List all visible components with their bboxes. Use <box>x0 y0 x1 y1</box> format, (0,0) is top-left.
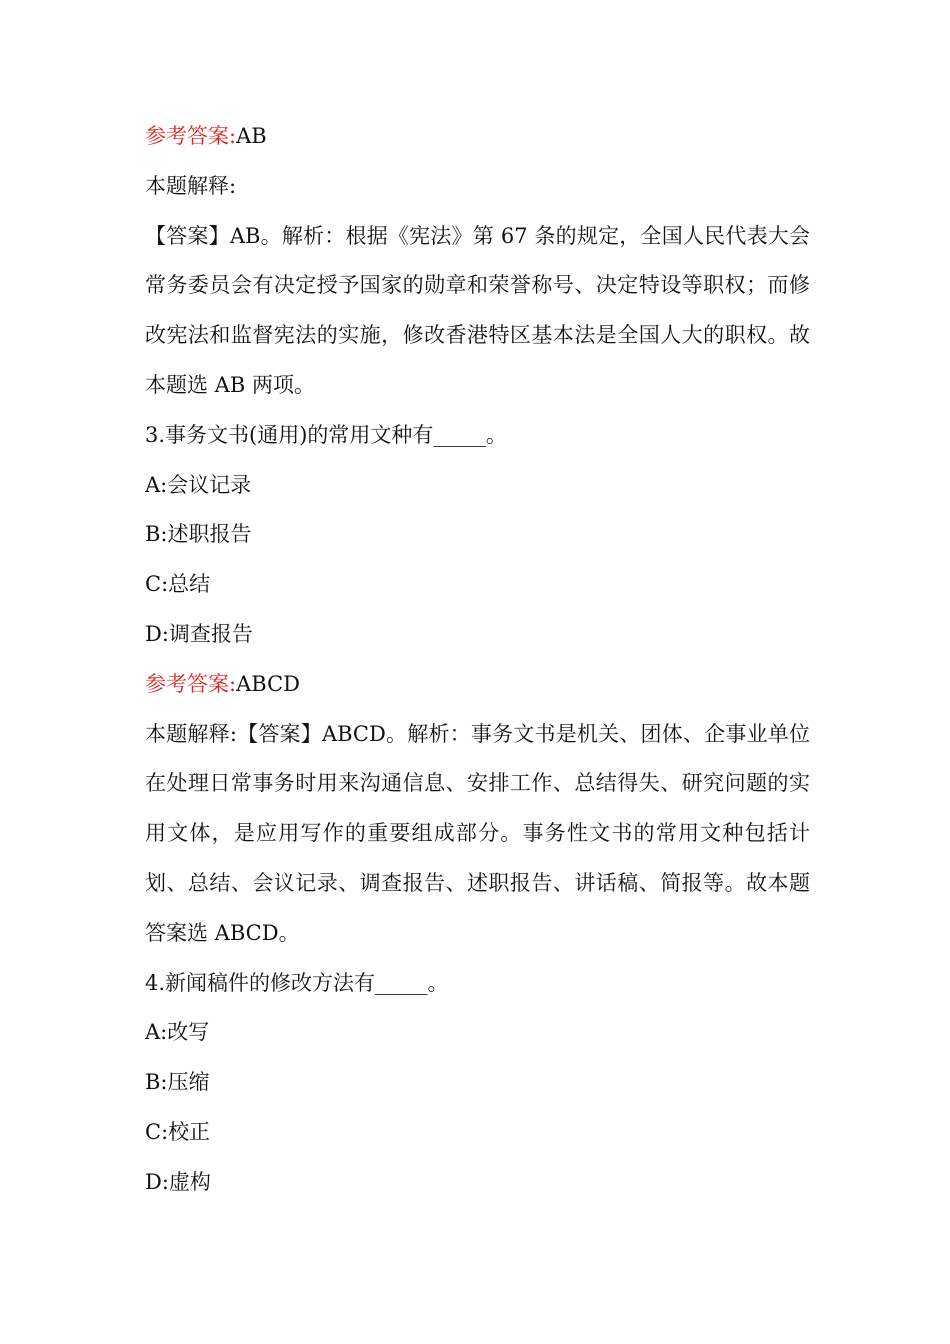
q3-option-a: A:会议记录 <box>145 472 252 497</box>
q3-explanation: 本题解释:【答案】ABCD。解析：事务文书是机关、团体、企事业单位在处理日常事务时用来沟通信息、安排工作、总结得失、研究问题的实用文体，是应用写作的重要组成部分。事务性文书的常用文种包括计划、总结、会议记录、调查报告、述职报告、讲话稿、简报等。故本题答案选 ABCD。 <box>145 721 810 945</box>
q4-option-b: B:压缩 <box>145 1070 210 1095</box>
q3-answer-line <box>145 660 810 710</box>
document-page <box>145 112 810 1208</box>
q3-answer-value: ABCD <box>236 671 300 696</box>
answer-value: AB <box>236 124 267 148</box>
question-3: 3.事务文书(通用)的常用文种有_____。 <box>145 422 507 447</box>
q4-option-d: D:虚构 <box>145 1169 211 1194</box>
answer-label: 参考答案: <box>145 124 237 148</box>
q4-option-c: C:校正 <box>145 1119 211 1144</box>
q4-option-a: A:改写 <box>145 1020 210 1045</box>
q3-option-c: C:总结 <box>145 572 211 597</box>
q3-option-d: D:调查报告 <box>145 621 253 646</box>
q3-option-b: B:述职报告 <box>145 522 252 547</box>
q3-answer-label: 参考答案: <box>145 671 237 696</box>
explanation-label: 本题解释: <box>145 173 237 198</box>
answer-line <box>145 112 810 162</box>
explanation-text: 【答案】AB。解析：根据《宪法》第 67 条的规定，全国人民代表大会常务委员会有决定授予国家的勋章和荣誉称号、决定特设等职权；而修改宪法和监督宪法的实施，修改香港特区基本法是全国人大的职权。故本题选 AB 两项。 <box>145 223 810 397</box>
question-4: 4.新闻稿件的修改方法有_____。 <box>145 970 449 995</box>
